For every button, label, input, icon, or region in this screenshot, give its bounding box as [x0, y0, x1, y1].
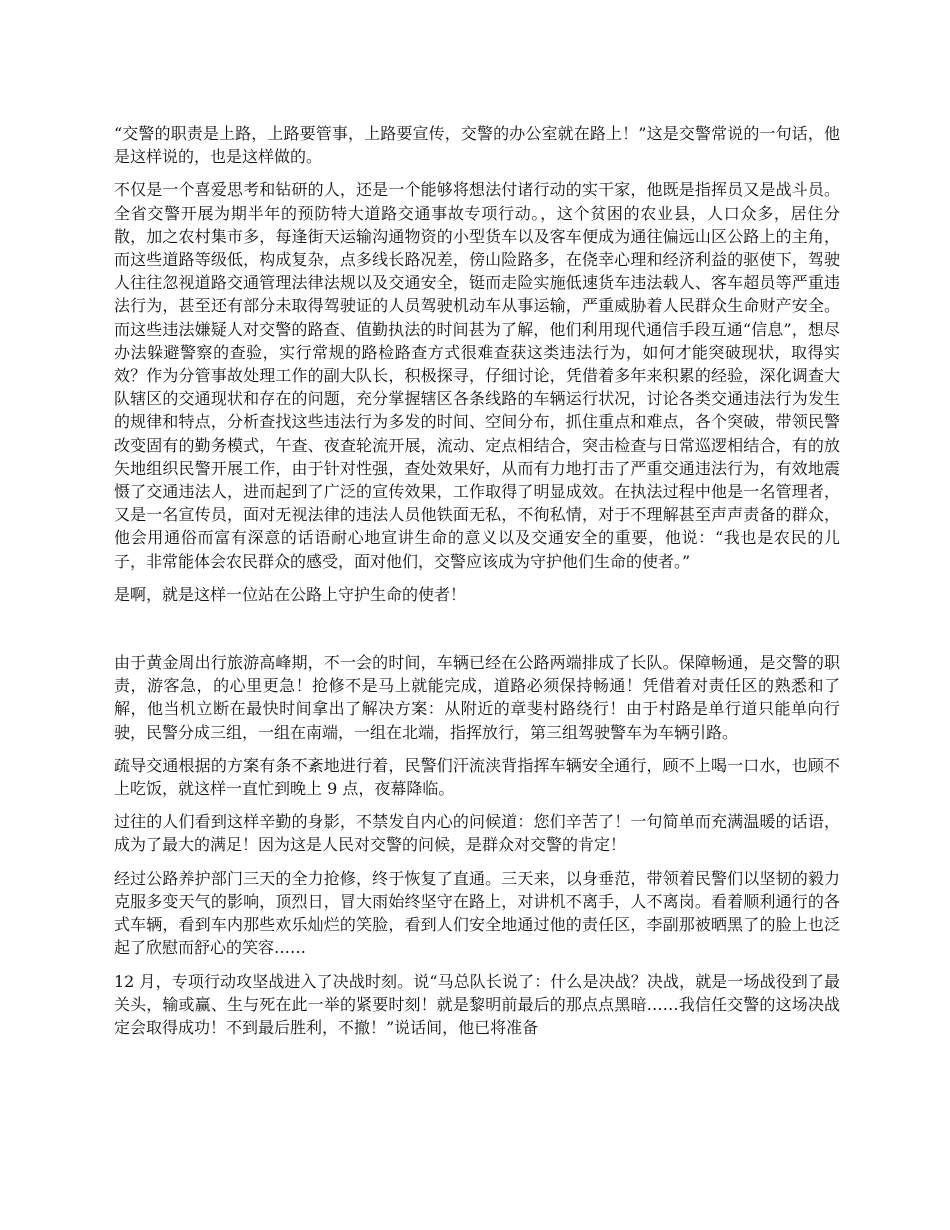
section-gap [114, 616, 840, 651]
paragraph-4: 由于黄金周出行旅游高峰期，不一会的时间，车辆已经在公路两端排成了长队。保障畅通，是交警的职责，游客急，的心里更急！抢修不是马上就能完成，道路必须保持畅通！凭借着对责任区的熟悉和了解，他当机立断在最快时间拿出了解决方案：从附近的章斐村路绕行！由于村路是单行道只能单向行驶，民警分成三组，一组在南端，一组在北端，指挥放行，第三组驾驶警车为车辆引路。 [114, 653, 840, 742]
paragraph-8: 12 月，专项行动攻坚战进入了决战时刻。说“马总队长说了：什么是决战？决战，就是一场战役到了最关头，输或赢、生与死在此一举的紧要时刻！就是黎明前最后的那点点黑暗……我信任交警的这场决战定会取得成功！不到最后胜利，不撤！”说话间，他已将准备 [114, 971, 840, 1037]
paragraph-1: “交警的职责是上路，上路要管事，上路要宣传，交警的办公室就在路上！”这是交警常说的一句话，他是这样说的，也是这样做的。 [114, 124, 840, 167]
paragraph-6: 过往的人们看到这样辛勤的身影，不禁发自内心的问候道：您们辛苦了！一句简单而充满温暖的话语，成为了最大的满足！因为这是人民对交警的问候，是群众对交警的肯定！ [114, 812, 840, 855]
paragraph-2: 不仅是一个喜爱思考和钻研的人，还是一个能够将想法付诸行动的实干家，他既是指挥员又是战斗员。全省交警开展为期半年的预防特大道路交通事故专项行动。，这个贫困的农业县，人口众多，居住分散，加之农村集市多，每逢街天运输沟通物资的小型货车以及客车便成为通往偏远山区公路上的主角，而这些道路等级低，构成复杂，点多线长路况差，傍山险路多，在侥幸心理和经济利益的驱使下，驾驶人往往忽视道路交通管理法律法规以及交通安全，铤而走险实施低速货车违法载人、客车超员等严重违法行为，甚至还有部分未取得驾驶证的人员驾驶机动车从事运输，严重威胁着人民群众生命财产安全。而这些违法嫌疑人对交警的路查、值勤执法的时间甚为了解，他们利用现代通信手段互通“信息”，想尽办法躲避警察的查验，实行常规的路检路查方式很难查获这类违法行为，如何才能突破现状，取得实效？作为分管事故处理工作的副大队长，积极探寻，仔细讨论，凭借着多年来积累的经验，深化调查大队辖区的交通现状和存在的问题，充分掌握辖区各条线路的车辆运行状况，讨论各类交通违法行为发生的规律和特点，分析查找这些违法行为多发的时间、空间分布，抓住重点和难点，各个突破，带领民警改变固有的勤务模式，午查、夜查轮流开展，流动、定点相结合，突击检查与日常巡逻相结合，有的放矢地组织民警开展工作，由于针对性强，查处效果好，从而有力地打击了严重交通违法行为，有效地震慑了交通违法人，进而起到了广泛的宣传效果，工作取得了明显成效。在执法过程中他是一名管理者，又是一名宣传员，面对无视法律的违法人员他铁面无私，不徇私情，对于不理解甚至声声责备的群众，他会用通俗而富有深意的话语耐心地宣讲生命的意义以及交通安全的重要，他说：“我也是农民的儿子，非常能体会农民群众的感受，面对他们，交警应该成为守护他们生命的使者。” [114, 180, 840, 571]
paragraph-3: 是啊，就是这样一位站在公路上守护生命的使者！ [114, 584, 467, 604]
document-body [114, 122, 840, 1049]
paragraph-7: 经过公路养护部门三天的全力抢修，终于恢复了直通。三天来，以身垂范，带领着民警们以坚韧的毅力克服多变天气的影响，顶烈日，冒大雨始终坚守在路上，对讲机不离手，人不离岗。看着顺利通行的各式车辆，看到车内那些欢乐灿烂的笑脸，看到人们安全地通过他的责任区，李副那被晒黑了的脸上也泛起了欣慰而舒心的笑容…… [114, 868, 840, 958]
paragraph-5: 疏导交通根据的方案有条不紊地进行着，民警们汗流浃背指挥车辆安全通行，顾不上喝一口水，也顾不上吃饭，就这样一直忙到晚上 9 点，夜幕降临。 [114, 755, 840, 799]
